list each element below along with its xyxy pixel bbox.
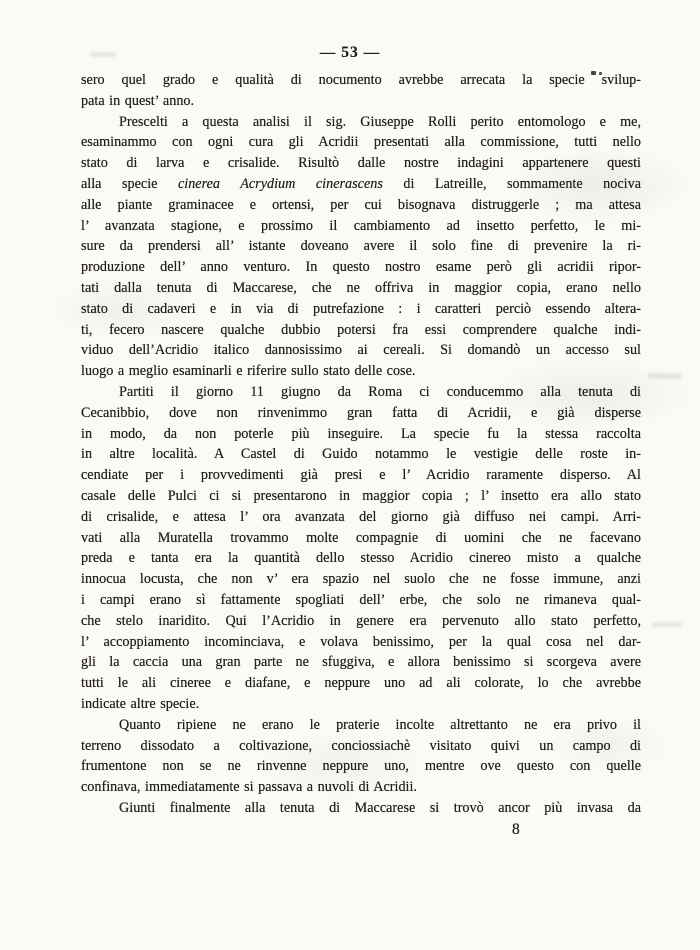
text-line: stato di larva e crisalide. Risultò dalle nostre indagini appartenere questi <box>81 155 641 172</box>
text-line <box>81 174 641 195</box>
text-segment: di Latreille, sommamente nociva <box>382 175 641 192</box>
species-name-italic: cinerea Acrydium cinerascens <box>177 175 383 192</box>
text-line: sure da prendersi all’ istante doveano avere il solo fine di prevenire la ri- <box>81 238 641 255</box>
text-line: in altre località. A Castel di Guido notammo le vestigie delle roste in- <box>81 446 641 463</box>
text-segment: alla specie <box>81 175 178 192</box>
text-line: tati dalla tenuta di Maccarese, che ne offriva in maggior copia, erano nello <box>81 279 641 296</box>
text-line: cendiate per i provvedimenti già presi e l’ Acridio raramente disperso. Al <box>81 467 641 484</box>
text-line: l’ avanzata stagione, e prossimo il cambiamento ad insetto perfetto, le mi- <box>81 217 641 234</box>
text-line: che stelo inaridito. Qui l’Acridio in genere era pervenuto allo stato perfetto, <box>81 612 641 629</box>
text-line: viduo dell’Acridio italico dannosissimo ai cereali. Si domandò un accesso sul <box>81 342 641 359</box>
page-number: — 53 — <box>319 44 381 61</box>
text-line: indicate altre specie. <box>81 695 200 712</box>
text-line: frumentone non se ne rinvenne neppure uno, mentre ove questo con quelle <box>81 758 641 775</box>
text-line: Cecanibbio, dove non rinvenimmo gran fatta di Acridii, e già disperse <box>81 404 641 421</box>
show-through-smudge <box>652 622 682 627</box>
text-line: vati alla Muratella trovammo molte compagnie di uomini che ne facevano <box>81 529 641 546</box>
text-line: in modo, da non poterle più inseguire. La specie fu la stessa raccolta <box>81 425 641 442</box>
text-line: preda e tanta era la quantità dello stesso Acridio cinereo misto a qualche <box>81 550 641 567</box>
text-line: alle piante graminacee e ortensi, per cui bisognava distruggerle ; ma attesa <box>81 196 641 213</box>
text-line: di crisalide, e attesa l’ ora avanzata del giorno già diffuso nei campi. Arri- <box>81 508 641 525</box>
text-line: Partiti il giorno 11 giugno da Roma ci conducemmo alla tenuta di <box>119 383 641 400</box>
text-line: tutti le ali cineree e diafane, e neppure uno ad ali colorate, lo che avrebbe <box>81 675 641 692</box>
show-through-smudge <box>648 373 682 379</box>
text-line: confinava, immediatamente si passava a nuvoli di Acridii. <box>81 779 417 796</box>
text-line: innocua locusta, che non v’ era spazio nel suolo che ne fosse immune, anzi <box>81 571 641 588</box>
text-line: produzione dell’ anno venturo. In questo nostro esame però gli acridii ripor- <box>81 259 641 276</box>
text-line: gli la caccia una gran parte ne sfuggiva, e allora benissimo si scorgeva avere <box>81 654 641 671</box>
text-line: terreno dissodato a coltivazione, conciossiachè visitato quivi un campo di <box>81 737 641 754</box>
text-line: ti, fecero nascere qualche dubbio potersi fra essi comprendere qualche indi- <box>81 321 641 338</box>
text-line: sero quel grado e qualità di nocumento avrebbe arrecata la specie svilup- <box>81 72 641 88</box>
text-line: Giunti finalmente alla tenuta di Maccarese si trovò ancor più invasa da <box>119 799 641 816</box>
page-body <box>81 70 641 819</box>
text-line: casale delle Pulci ci si presentarono in maggior copia ; l’ insetto era allo stato <box>81 487 641 504</box>
page-number-header <box>0 44 700 62</box>
text-line: l’ accoppiamento incominciava, e volava benissimo, per la qual cosa nel dar- <box>81 633 641 650</box>
signature-mark: 8 <box>512 821 520 838</box>
text-line: Quanto ripiene ne erano le praterie incolte altrettanto ne era privo il <box>119 716 641 733</box>
text-line: i campi erano sì fattamente spogliati dell’ erbe, che solo ne rimaneva qual- <box>81 591 641 608</box>
text-line: pata in quest’ anno. <box>81 92 195 109</box>
text-line: esaminammo con ogni cura gli Acridii presentati alla commissione, tutti nello <box>81 134 641 151</box>
text-line: stato di cadaveri e in via di putrefazione : i caratteri perciò essendo altera- <box>81 300 641 317</box>
text-line: Prescelti a questa analisi il sig. Giuseppe Rolli perito entomologo e me, <box>119 113 641 130</box>
text-line: luogo a meglio esaminarli e riferire sullo stato delle cose. <box>81 363 416 380</box>
